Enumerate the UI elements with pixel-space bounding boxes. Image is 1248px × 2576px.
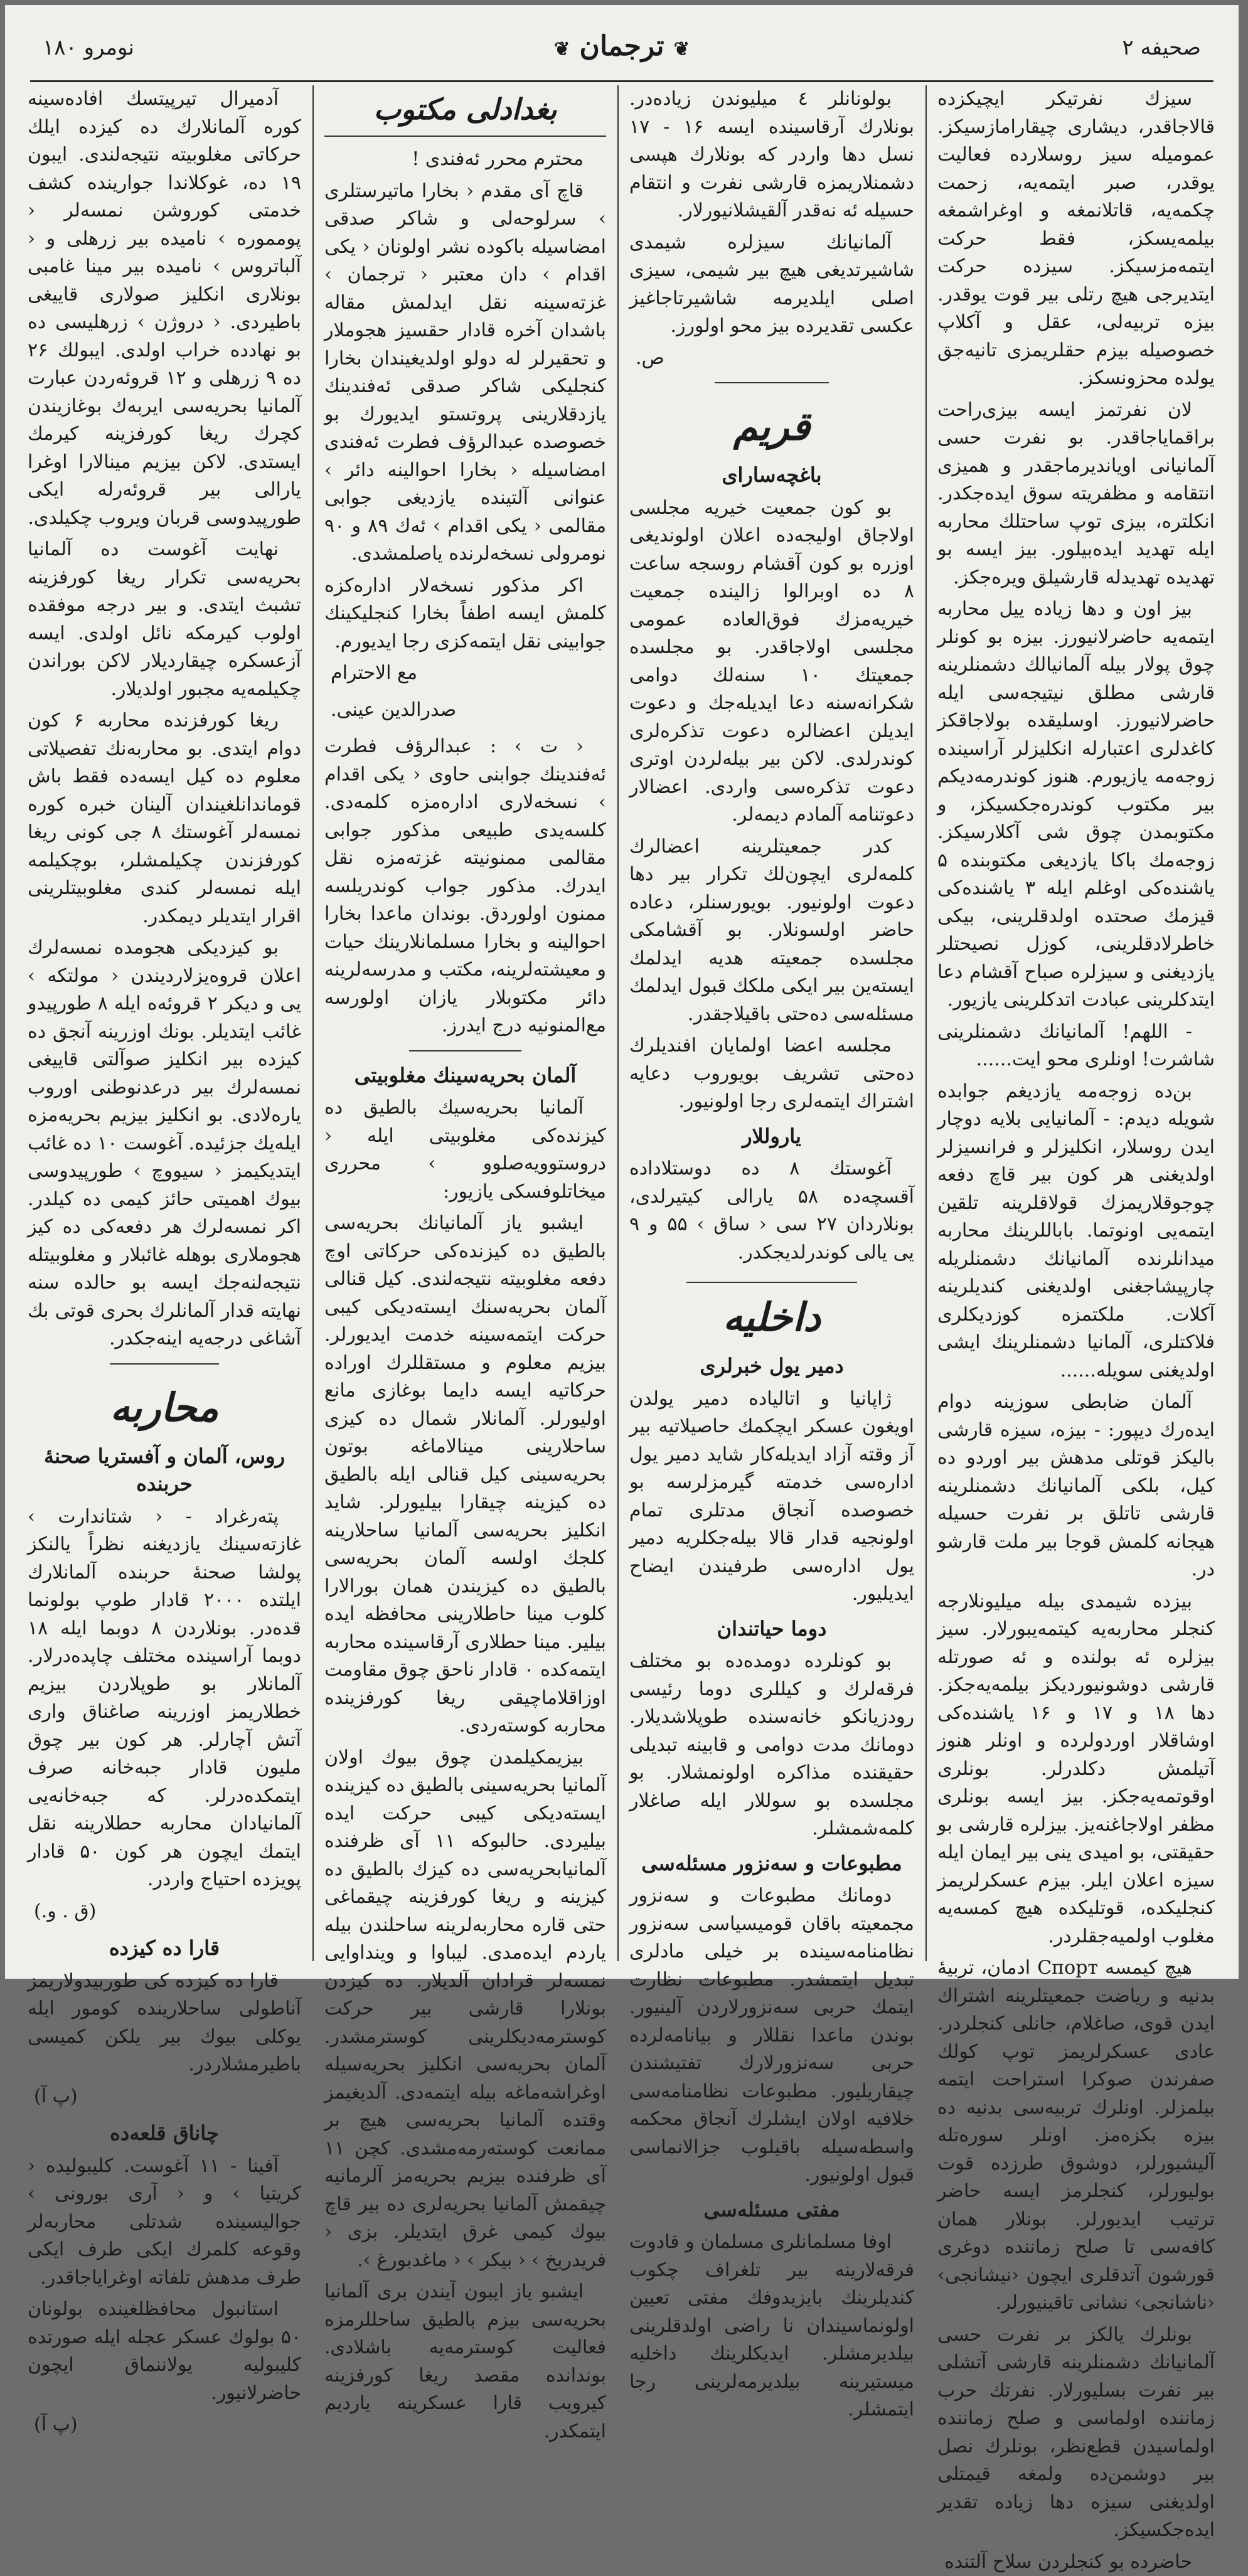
- col4-paragraph: آدمیرال تیرپیتسك افاده‌سینه كوره آلمانلارك ده كیزده ایلك حركاتی مغلوبیته نتیجه‌لندی. ایبون ۱۹ ده، غوكلاندا جوارینده كشف خدمتی كوروشن نمسه‌لر ‹ پومموره › نامیده بیر زرهلی و ‹ آلباتروس › نامیده بیر مینا غامبی بونلاری انكلیز صولاری قاییغی باطیردی. ‹ دروژن › زرهلیسی ده بو نهادده خراب اولدی. ایبولك ۲۶ ده ۹ زرهلی و ۱۲ قروئه‌ردن عبارت آلمانیا بحریه‌سی ایربه‌ك بوغازیندن كچرك ریغا كورفزینه كیرمك ایستدی. لاكن بیزیم مینالارا اوغرا یارالی بیر قروئه‌رله ایكی طورپیدوسی قربان ویروب چكیلدی.: [28, 85, 301, 532]
- ornament-right-icon: ❦: [554, 38, 570, 60]
- section-divider: [409, 1050, 522, 1051]
- column-4: [19, 85, 310, 1961]
- col4-paragraph: ریغا كورفزنده محاربه ۶ كون دوام ایتدی. بو محاربه‌نك تفصیلاتی معلوم ده كیل ایسه‌ده فقط باش قوماندانلغیندان آلینان خبره كوره نمسه‌لر آغوستك ۸ جی كونی ریغا كورفزندن چكیلمشلر، بوچكیلمه ایله نمسه‌لر كندی مغلوبیتلرینی اقرار ایتدیلر دیمكدر.: [28, 707, 301, 930]
- col3-paragraph: آلمانیا بحریه‌سیك بالطیق ده كیزنده‌كی مغلوبیتی ایله ‹ دروستوویه‌صلوو › محرری میخاتلوفسكی یازیور:: [324, 1094, 606, 1206]
- newspaper-masthead: [554, 30, 690, 62]
- column-3: [316, 85, 615, 1961]
- column-2: [621, 85, 923, 1961]
- col2-paragraph: بو كون جمعیت خیریه مجلسی اولاجاق اولیجه‌ده اعلان اولوندیغی اوزره بو كون آقشام روسجه ساعت ۸ ده اوبرالوا زالینده جمعیت خیریه‌مزك فوق‌العاده عمومی مجلسی اولاجاقدر. بو مجلسده جمعیتك ۱۰ سنه‌لك دوامی شكرانه‌سنه دعا ایدیله‌جك و دعوت ایدیلن اعضالره دعوت تذكره‌لری كوندرلدی. لاكن بیر بیله‌لردن اوتری دعوت تذكره‌سی واردی. اعضالار دعوتنامه آلمادم دیمه‌لر.: [629, 494, 914, 829]
- subheading-duma-life: دوما حیاتندان: [629, 1615, 914, 1643]
- subheading-wounded: یاروللار: [629, 1122, 914, 1151]
- col4-paragraph: نهایت آغوست ده آلمانیا بحریه‌سی تكرار ریغا كورفزینه تشبث ایتدی. و بیر درجه موفقده اولوب كیرمكه نائل اولدی. ایسه آزعسكره چیقاردیلار لاكن بوراندن چكیلمه‌یه مجبور اولدیلار.: [28, 536, 301, 703]
- col4-paragraph: قارا ده كیزده كی طوربیدولاریمز آناطولی ساحلارینده كومور ایله یوكلی بیوك بیر یلكن كمیسی باطیرمشلاردر.: [28, 1967, 301, 2079]
- col2-paragraph: ژاپانیا و اتالیا‌ده دمیر یولدن اویغون عسكر ایچكمك حاصیلاتیه بیر آز وقته آزاد ایدیله‌كار شاید دمیر یول اداره‌سی خدمته گیرمزلرسه بو خصوصده آنجاق مدتلری تمام اولونجیه قدار قالا بیله‌جكلریه دمیر یول اداره‌سی طرفیندن ایضاح ایدیلیور.: [629, 1385, 914, 1609]
- page-header: [30, 24, 1213, 82]
- col2-signature: ص.: [636, 344, 908, 373]
- col3-signature: صدرالدین عینی.: [331, 696, 600, 725]
- col4-paragraph: استانبول محافظلغینده بولونان ۵۰ بولوك عسكر عجله ایله صورتده كلیبولیه یولاننماق ایچون حاضرلانیور.: [28, 2296, 301, 2407]
- col4-source: (پ آ): [34, 2083, 295, 2111]
- col4-source: (ق . و.): [34, 1898, 295, 1926]
- col3-closing: مع الاحترام: [331, 659, 600, 688]
- col1-paragraph: لان نفرتمز ایسه بیزی‌راحت براقمایاجاقدر. بو نفرت حسی آلمانیانی اویاندیرماجقدر و همیزی انتقامه و مظفریته سوق ایده‌جكدر. انكلتره، بیزی توپ ساحتلك محاربه ایله تهدید ایده‌بیلور. بیز ایسه بو تهدیده تهدیدله قارشیلق ویره‌جكز.: [937, 397, 1215, 592]
- subheading-eastern-front: روس، آلمان و آفستریا صحنهٔ حربنده: [28, 1442, 301, 1498]
- col1-paragraph: حاضرده بو كنجلردن سلاح آلتنده: [937, 2548, 1215, 2576]
- section-divider: [110, 1363, 219, 1365]
- page-number: صحیفه ۲: [1122, 35, 1201, 60]
- col2-paragraph: آلمانیانك سیزلره شیمدی شاشیرتدیغی هیچ بیر شیمی، سیزی اصلی ایلدیرمه شاشیرتاجاغیز عكسی تقدیرده بیز محو اولورز.: [629, 229, 914, 341]
- col1-paragraph: هیچ كیمسه Спорт ادمان، تربیهٔ بدنیه و ریاضت جمعیتلرینه اشتراك ایدن قوی، صاغلام، جانلی كنجلردر. عادی عسكرلریمز توپ كولك صفرندن صوكرا استراحت ایتمه بیلمزلر. اونلرك تربیه‌سی بدنیه ده بیزه بكزه‌مز. اونلر سوره‌تله آلیشیورلر، دوشوق طرزده قوت بولیورلر، كنجلرمز ایسه حاضر ترتیب ایدیورلر. بونلار همان كافه‌سی تا صلح زماننده دوغری قورشون آتدقلری ایچون ‹نیشانجی› ‹ناشانجی› نشانی تاقینیورلر.: [937, 1954, 1215, 2318]
- section-heading-war: محاربه: [28, 1380, 301, 1436]
- col2-paragraph: كدر جمعیتلرینه اعضالرك كلمه‌لری ایچون‌لك تكرار بیر دها دعوت اولونیور. بویورسنلر، دعاده حاضر اولسونلار. بو آقشامكی مجلسده جمعیته هدیه ایدلمك ایسته‌ین بیر ایكی ملكك قبول ایدلمك مسئله‌سی ده‌حتی باقیلاجقدر.: [629, 833, 914, 1029]
- column-1: [929, 85, 1224, 1961]
- col2-paragraph: دومانك مطبوعات و سه‌نزور مجمعیته باقان قومیسیاسی سه‌نزور نظامنامه‌سینده بر خیلی مادلری تبدیل ایتمشدر. مطبوعات نظارت ایتمك حربی سه‌نزورلاردن آلینیور. بوندن ماعدا نقللار و بیانامه‌لرده حربی سه‌نزورلارك تفتیشندن چیقاریلیور. مطبوعات نظامنامه‌سی خلافیه اولان ایشلرك آنجاق محكمه واسطه‌سیله باقیلوب جزالانماسی قبول اولونیور.: [629, 1882, 914, 2190]
- column-rule-2: [617, 85, 619, 1961]
- col3-paragraph: ‹ ت › : عبدالرؤف فطرت ئه‌فندینك جوابنی حاوی ‹ یكی اقدام › نسخه‌لاری اداره‌مزه كلمه‌دی. كلسه‌یدی طبیعی مذكور جوابی مقالمی ممنونیته غزته‌مزه نقل ایدرك. مذكور جواب كوندریلسه ممنون اولوردق. بوندان ماعدا بخارا احوالینه و بخارا مسلمانلارینك حیات و معیشته‌لرینه، مكتب و مدرسه‌لرینه دائر مكتوبلار یازان اولورسه مع‌المنونیه درج ایدرز.: [324, 733, 606, 1040]
- col3-paragraph: قاچ آی مقدم ‹ بخارا ماتیرستلری › سرلوحه‌لی و شاكر صدقی امضاسیله باكوده نشر اولونان ‹ یكی اقدام › دان معتبر ‹ ترجمان › غزته‌سینه نقل ایدلمش مقاله باشدان آخره قادار حقسیز هجوملار و تحقیرلر له دولو اولدیغیندان بخارا كنجلیكی شاكر صدقی ئه‌فندینك یازدقلارینی پروتستو ایدیورك بو خصوصده عبدالرؤف فطرت ئه‌فندی امضاسیله ‹ بخارا احوالینه دائر › عنوانی آلتینده یازدیغی جوابی مقالمی ‹ یكی اقدام › ئه‌ك ۸۹ و ۹۰ نومرولی نسخه‌لرنده یاصلمشدی.: [324, 178, 606, 568]
- col4-paragraph: بو كیزدیكی هجومده نمسه‌لرك اعلان قروه‌یزلاردیندن ‹ مولتكه › یی و دیكر ۲ قروئه‌ه ایله ۸ طورپیدو غائب ایتدیلر. بونك اوزرینه آنجق ده كیزده بیر انكلیز صوآلتی قاییغی نمسه‌لرك بیر درعدنوطنی اوروب یاره‌لادی. بو انكلیز بیزیم بحریه‌مزه ایله‌یك جزئیده. آغوست ۱۰ ده غائب ایتدیكیمز ‹ سیووچ › طورپیدوسی بیوك اهمیتی حائز كیمی ده كیلدر. اكر نمسه‌لرك هر دفعه‌كی ده كیز هجوملاری بوهله غائبلار و مغلوبیتله نتیجه‌لنه‌جك ایسه بو حالده سنه نهایته قدار آلمانلرك بحری قوتی بك آشاغی درجه‌یه اینه‌جكدر.: [28, 934, 301, 1353]
- col2-paragraph: اوفا مسلمانلری مسلمان و قادوت فرقه‌لارینه بیر تلغراف چكوب كندیلرینك بایزیدوفك مفتی تعیین اولونماسیندان نا راضی اولدقلرینی بیلدیرمشلر. ایدیكلرینك داخلیه میستیرینه بیلدیرمه‌لرینی رجا ایتمشلر.: [629, 2228, 914, 2424]
- column-rule-1: [925, 85, 927, 1961]
- col1-paragraph: سیزك نفرتیكر ایچیكزده قالاجاقدر، دیشاری چیقارامازسیكز. عمومیله سیز روسلارده فعالیت یوقدر، صبر ایتمه‌یه، زحمت چكمه‌یه، قاتلانمغه و اوغراشمغه بیلمه‌یسكز، فقط حركت ایتمه‌مزسیكز. سیزده حركت ایتدیرجی هیچ رتلی بیر قوت یوقدر. بیزه تربیه‌لی، عقل و آكلاپ خصوصیله بیزم حقلریمزی تانیه‌جق یولده محزونسكز.: [937, 85, 1215, 393]
- section-heading-bukhara-letter: بغدادلی مكتوب: [324, 89, 606, 129]
- col1-paragraph: بن‌ده زوجه‌مه یازدیغم جوابده شویله دیدم: - آلمانیایی بلایه دوچار ایدن روسلار، انكلیزلر و فرانسیزلر اولدیغنی هر كون بیر قاچ دفعه چوجوقلاریمزك قولاقلرینه تلقین ایتمه‌یی اونوتما. باباللرینك محاربه میدانلرنده آلمانیانك دشمنلریله چارپیشاجغنی اولدیغنی كندیلرینه آكلات. ملكتمزه كوزدیكلری فلاكتلری، آلمانیا دشمنلرینك ایشی اولدیغنی سویله......: [937, 1078, 1215, 1385]
- heading-rule: [324, 136, 606, 137]
- col1-paragraph: - اللهم! آلمانیانك دشمنلرینی شاشرت! اونلری محو ایت......: [937, 1018, 1215, 1074]
- ornament-left-icon: ❦: [674, 38, 690, 60]
- col3-paragraph: اكر مذكور نسخه‌لار اداره‌كزه كلمش ایسه اطفاً بخارا كنجلیكینك جوابینی نقل ایتمه‌كزی رجا ایدیورم.: [324, 572, 606, 656]
- subheading-bakhchisaray: باغچه‌سارای: [629, 461, 914, 489]
- col1-paragraph: آلمان ضابطی سوزینه دوام ایده‌رك دیپور: - بیزه، سیزه قارشی بالیكز قوتلی مدهش بیر اوردو ده كیل، بلكی آلمانیانك دشمنلرینه قارشی تاتلق بر نفرت حسیله هیجانه كلمش قوجا بیر ملت قارشو در.: [937, 1388, 1215, 1584]
- subheading-mufti-question: مفتی مسئله‌سی: [629, 2196, 914, 2224]
- subheading-german-navy-defeat: آلمان بحریه‌سینك مغلوبیتی: [324, 1062, 606, 1090]
- col4-paragraph: آفینا - ۱۱ آغوست. كلیبولیده ‹ كریتیا › و ‹ آری بورونی › جوالیسینده شدتلی محاربه‌لر وقوعه كلمرك ایكی طرف ایكی طرف مدهش تلفاته اوغرایاجاقدر.: [28, 2153, 301, 2292]
- section-heading-crimea: قریم: [629, 398, 914, 455]
- col3-paragraph: ایشبو یاز ایبون آیندن بری آلمانیا بحریه‌سی بیزم بالطیق ساحللرمزه فعالیت كوسترمه‌یه باشلادی. بوندانده مقصد ریغا كورفزینه كیرویب قارا عسكرینه یاردیم ایتمكدر.: [324, 2278, 606, 2446]
- section-divider: [715, 382, 829, 383]
- col1-paragraph: بونلرك یالكز بر نفرت حسی آلمانیانك دشمنلرینه قارشی آتشلی بیر نفرت بسلیورلار. نفرتك حرب زماننده اولماسی و صلح زماننده اولماسیدن قطع‌نظر، بونلرك نصل بیر دوشمن‌ده ولمغه قیمتلی اولدیغنی سیزه دها زیاده تقدیر ایده‌جكسیكز.: [937, 2321, 1215, 2545]
- col3-paragraph: ایشبو یاز آلمانیانك بحریه‌سی بالطیق ده كیزنده‌كی حركاتی اوچ دفعه مغلوبیته نتیجه‌لندی. كیل قنالی آلمان بحریه‌سنك ایسته‌دیكی كیبی حركت ایتمه‌سینه خدمت ایدیورلر. بیزیم معلوم و مستقللرك اوراده حركاتیه ایسه دایما بوغازی مانع اولیورلر. آلمانلار شمال ده كیزی ساحلارینی مینالاماغه بوتون بحریه‌سینی كیل قنالی ایله بالطیق ده كیزینه چیقارا بیلیورلر. شاید انكلیز بحریه‌سی آلمانیا ساحلارینه كلجك اولسه آلمان بحریه‌سی بالطیق ده كیزیندن همان بورالارا كلوب مینا حاطلارینی محافظه ایده بیلیر. مینا حطلاری آرقاسینده محاربه ایتمه‌كده ۰ قادار ناحق چوق مقاومت اوزاقلاماچیقی ریغا كورفزینده محاربه كوسته‌ردی.: [324, 1210, 606, 1740]
- col2-paragraph: بو كونلرده دومده‌ده بو مختلف فرقه‌لرك و كیللری دوما رئیسی رودزیانكو خانه‌سنده طوپلاشدیلار. دومانك مدت دوامی و قابینه تبدیلی حقیقنده مذاكره اولونمشلار. بو مجلسده بو سوللار ایله صاغلار كلمه‌شمشلر.: [629, 1647, 914, 1843]
- column-rule-3: [312, 85, 314, 1961]
- subheading-railway-news: دمیر یول خبرلری: [629, 1352, 914, 1380]
- col1-paragraph: بیزده شیمدی بیله میلیونلارجه كنجلر محاربه‌یه كیتمه‌یبورلار. سیز بیزلره ئه بولنده و ئه صورتله قارشی دوشونیوردیكز بیلمه‌یه‌جكز. دها ۱۸ و ۱۷ و ۱۶ یاشنده‌كی اوشاقلار اوردولرده و اونلر هنوز آتیلمش دكلدرلر. بونلری اوقوتمه‌یه‌جكز. بیز ایسه بونلری مظفر اولاجاغنه‌یز. بیزلره قارشی بو حقیقتی، بو امیدی ینی بیر ایمان ایله سیزه اعلان ایلر. بیزم عسكرلریمز كنجلیكده، قوتلیكده هیچ كمسه‌یه مغلوب اولمیه‌جقلردر.: [937, 1588, 1215, 1951]
- newspaper-page: [5, 5, 1239, 1979]
- col2-paragraph: آغوستك ۸ ده دوستلاداده آقسچه‌ده ۵۸ یارالی كیتیرلدی، بونلاردان ۲۷ سی ‹ ساق › ۵۵ و ۹ یی یالی كوندرلدیجكدر.: [629, 1155, 914, 1267]
- col3-paragraph: محترم محرر ئه‌فندی !: [324, 146, 606, 174]
- col2-paragraph: مجلسه اعضا اولمایان افندیلرك ده‌حتی تشریف بویوروب دعایه اشتراك ایتمه‌لری رجا اولونیور.: [629, 1032, 914, 1116]
- col1-paragraph: بیز اون و دها زیاده ییل محاربه ایتمه‌یه حاضرلانیورز. بیزه بو كونلر چوق پولار بیله آلمانیالك دشمنلرینه قارشی مطلق نیتیجه‌سی ایله حاضرلانیورز. اوسلیقده بولاجاقكز كاغدلری اعتبارله انكلیزلر آراسینده زوجه‌مه یازیورم. هنوز كوندرمه‌دیكم بیر مكتوب كوندره‌جكسیكز، و مكتوبمدن چوق شی آكلارسیكز. زوجه‌مك باكا یازدیغی مكتوبنده ۵ یاشنده‌كی اوغلم ایله ۳ یاشنده‌كی قیزمك صحتده اولدقلرینی، بیكی خاطرلادقلرینی، كوزل نصیحتلر یازدیغنی و سیزلره صباح آقشام دعا ایتدكلرینی عبادت اتدكلرینی یازیور.: [937, 595, 1215, 1014]
- col2-paragraph: بولونانلر ٤ میلیوندن زیاده‌در. بونلارك آرقاسینده ایسه ۱۶ - ۱۷ نسل دها واردر كه بونلارك هپسی دشمنلاریمزه قارشی نفرت و انتقام حسیله ئه نه‌قدر آلقیشلانیورلار.: [629, 85, 914, 225]
- col4-source: (پ آ): [34, 2411, 295, 2439]
- newspaper-title: ترجمان: [580, 30, 664, 62]
- col4-paragraph: پته‌رغراد - ‹ شتاندارت › غازته‌سینك یازدیغنه نظراً یالنكز پولشا صحنهٔ حربنده آلمانلارك ایلتده ۲۰۰۰ قادار طوپ بولونما قده‌در. بونلاردن ۸ دوبما ایله ۱۸ دوبما آراسینده مختلف چاپده‌درلار. آلمانلار بو طوپلاردن بیزیم خطلاریمز اوزرینه صاغناق واری آتش آچارلر. هر كون بیر چوق ملیون قادار جبه‌خانه صرف ایتمكده‌درلر. كه جبه‌خانه‌یی آلمانیادان محاربه حطلارینه نقل ایتمك ایچون هر كون ۵۰ قادار پویزده احتیاج واردر.: [28, 1503, 301, 1894]
- col3-paragraph: بیزیمكیلمدن چوق بیوك اولان آلمانیا بحریه‌سینی بالطیق ده كیزینده ایسته‌دیكی كیبی حركت ایده بیلیردی. حالبوكه ۱۱ آی ظرفنده آلمانیابحریه‌سی ده كیزك بالطیق ده كیزینه و ریغا كورفزینه چیقماغی حتی قاره محاربه‌لرینه ساحلندن بیله یاردم ایده‌مدی. لیباوا و وینداوایی نمسه‌لر قرادان آلدیلار. ده كیزدن بونلارا قارشی بیر حركت كوسترمه‌دیكلرینی كوسترمشدر. آلمان بحریه‌سی انكلیز بحریه‌سیله اوغراشه‌ماغه بیله ایتمه‌دی. آلدیغیمز وقتده آلمانیا بحریه‌سی هیچ بر ممانعت كوسته‌رمه‌مشدی. كچن ۱۱ آی ظرفنده بیزیم بحریه‌مز آلرمانیه چیقمش آلمانیا بحریه‌لری ده بیر قاچ بیوك كیمی غرق ایتدیلر. بزی ‹ فریدریخ › ‹ بیكر › ‹ ماغدبورغ ›.: [324, 1744, 606, 2275]
- subheading-black-sea: قارا ده كیزده: [28, 1934, 301, 1962]
- section-heading-domestic: داخلیه: [686, 1282, 857, 1346]
- subheading-press-censorship: مطبوعات و سه‌نزور مسئله‌سی: [629, 1850, 914, 1878]
- subheading-canakkale: چاناق قلعه‌ده: [28, 2119, 301, 2148]
- issue-number: نومرو ۱۸۰: [43, 35, 134, 60]
